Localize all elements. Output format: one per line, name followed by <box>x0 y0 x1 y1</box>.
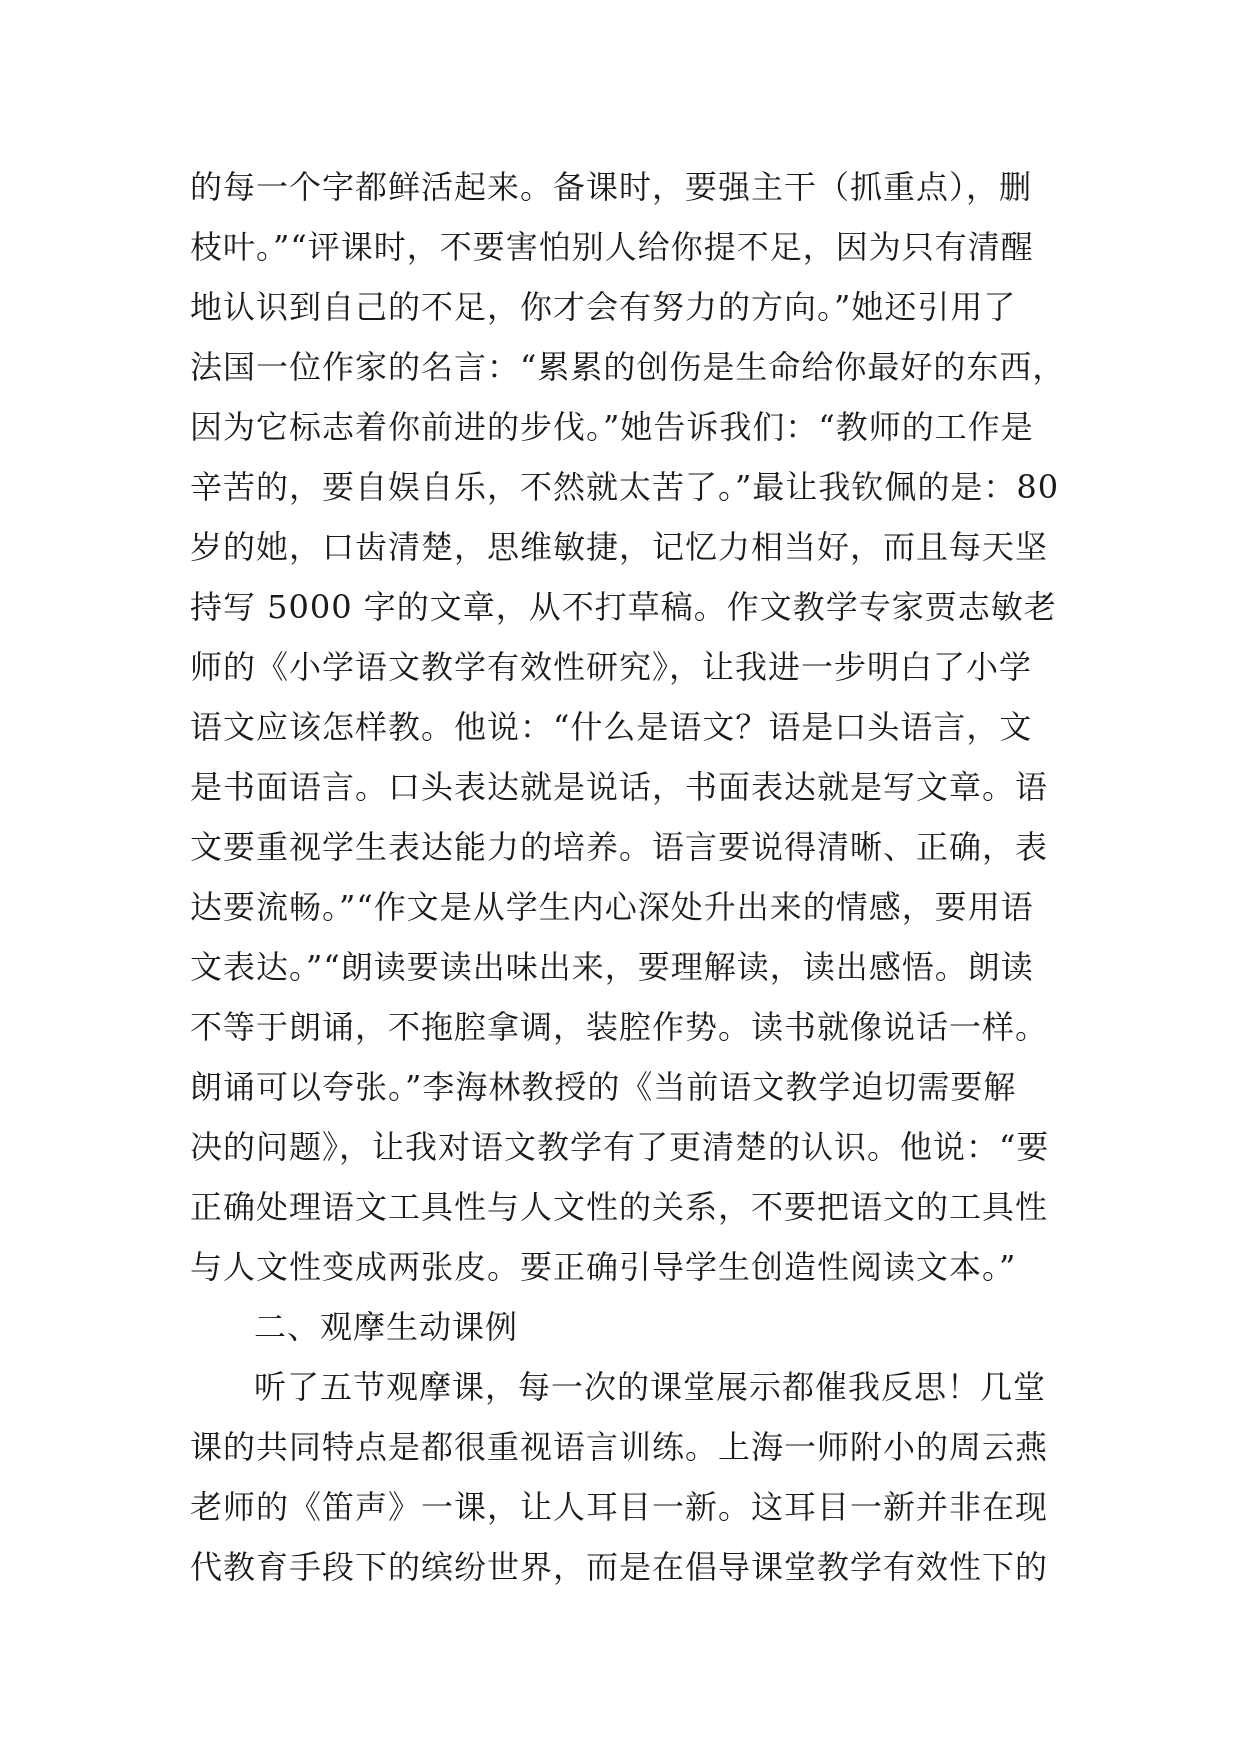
text-line: 地认识到自己的不足，你才会有努力的方向。”她还引用了 <box>190 288 1017 326</box>
text-line: 法国一位作家的名言：“累累的创伤是生命给你最好的东西， <box>190 348 1066 386</box>
text-line: 不等于朗诵，不拖腔拿调，装腔作势。读书就像说话一样。 <box>190 1008 1049 1046</box>
text-line: 老师的《笛声》一课，让人耳目一新。这耳目一新并非在现 <box>190 1488 1049 1526</box>
section-heading: 二、观摩生动课例 <box>254 1308 519 1346</box>
text-line: 枝叶。”“评课时，不要害怕别人给你提不足，因为只有清醒 <box>190 228 1034 266</box>
text-line: 决的问题》，让我对语文教学有了更清楚的认识。他说：“要 <box>190 1128 1050 1166</box>
text-line: 因为它标志着你前进的步伐。”她告诉我们：“教师的工作是 <box>190 408 1034 446</box>
text-line: 达要流畅。”“作文是从学生内心深处升出来的情感，要用语 <box>190 888 1034 926</box>
text-line: 辛苦的，要自娱自乐，不然就太苦了。”最让我钦佩的是：80 <box>190 468 1060 506</box>
paragraph-first-line: 听了五节观摩课，每一次的课堂展示都催我反思！几堂 <box>254 1368 1047 1406</box>
text-line: 正确处理语文工具性与人文性的关系，不要把语文的工具性 <box>190 1188 1049 1226</box>
document-body <box>190 157 1070 1597</box>
text-line: 朗诵可以夸张。”李海林教授的《当前语文教学迫切需要解 <box>190 1068 1017 1106</box>
text-line: 的每一个字都鲜活起来。备课时，要强主干（抓重点），删 <box>190 168 1033 206</box>
text-line: 文表达。”“朗读要读出味出来，要理解读，读出感悟。朗读 <box>190 948 1034 986</box>
text-line: 持写 5000 字的文章，从不打草稿。作文教学专家贾志敏老 <box>190 588 1057 626</box>
text-line: 课的共同特点是都很重视语言训练。上海一师附小的周云燕 <box>190 1428 1049 1466</box>
text-line: 是书面语言。口头表达就是说话，书面表达就是写文章。语 <box>190 768 1049 806</box>
text-line: 文要重视学生表达能力的培养。语言要说得清晰、正确，表 <box>190 828 1049 866</box>
text-line: 代教育手段下的缤纷世界，而是在倡导课堂教学有效性下的 <box>190 1548 1049 1586</box>
text-line: 与人文性变成两张皮。要正确引导学生创造性阅读文本。” <box>190 1248 1017 1286</box>
text-line: 岁的她，口齿清楚，思维敏捷，记忆力相当好，而且每天坚 <box>190 528 1049 566</box>
text-line: 语文应该怎样教。他说：“什么是语文？语是口头语言，文 <box>190 708 1033 746</box>
text-line: 师的《小学语文教学有效性研究》，让我进一步明白了小学 <box>190 648 1033 686</box>
